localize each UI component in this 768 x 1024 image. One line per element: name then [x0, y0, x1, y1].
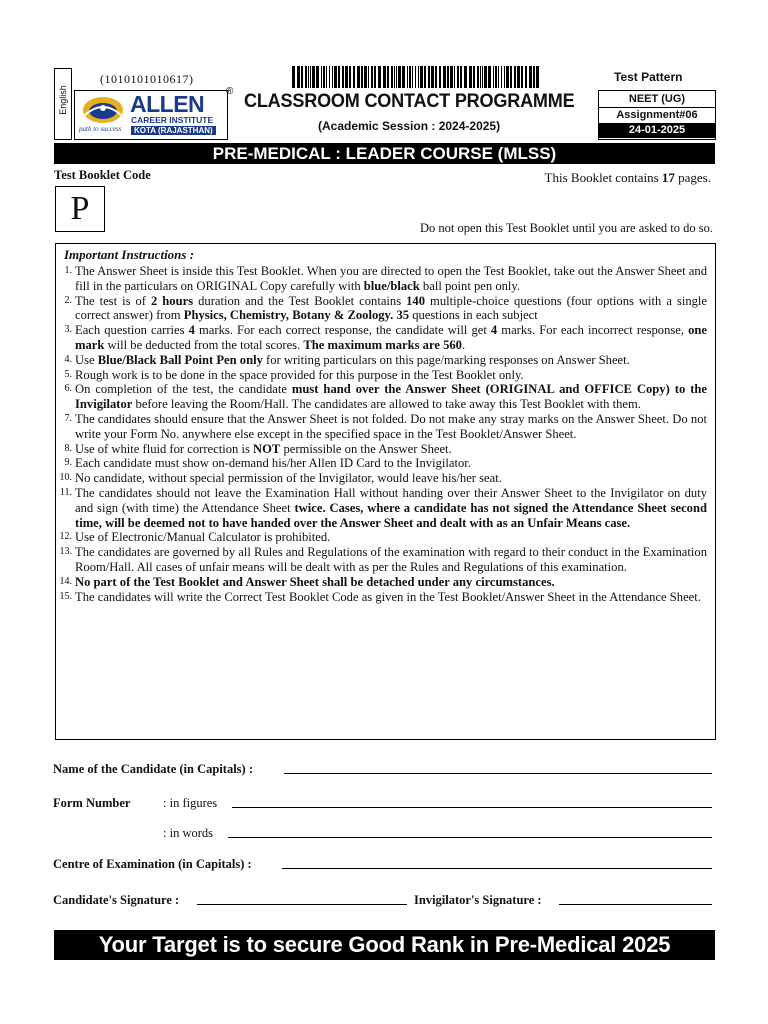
instruction-text: NOT — [253, 441, 281, 456]
instruction-text: before leaving the Room/Hall. The candidates are allowed to take away this Test Booklet with them. — [132, 397, 641, 412]
instruction-text: Use of white fluid for correction is — [75, 441, 254, 456]
instruction-item — [56, 545, 711, 575]
instruction-text: marks. For each correct response, the candidate will get — [194, 323, 491, 338]
in-words-label: : in words — [163, 826, 213, 840]
instruction-item — [56, 530, 711, 545]
instruction-text: will be deducted from the total scores. — [104, 337, 304, 352]
instruction-number: 7. — [64, 412, 72, 424]
instruction-item — [56, 471, 711, 486]
page-count-number: 17 — [661, 170, 675, 185]
instruction-item — [56, 590, 711, 605]
instruction-text: The Answer Sheet is inside this Test Booklet. When you are directed to open the Test Booklet, take out the Answer Sheet and fill in the particulars on ORIGINAL Copy carefully with — [75, 264, 707, 293]
form-number-label: Form Number — [53, 796, 131, 810]
instruction-text: The candidates will write the Correct Test Booklet Code as given in the Test Booklet/Answer Sheet in the Attendance Sheet. — [75, 589, 701, 604]
instruction-number: 4. — [64, 353, 72, 365]
instruction-text: Each question carries — [75, 323, 189, 338]
barcode-icon — [292, 66, 540, 88]
brand-sub: CAREER INSTITUTE — [131, 115, 214, 125]
centre-field[interactable] — [282, 868, 712, 869]
instruction-text: one mark — [75, 323, 707, 352]
course-banner: PRE-MEDICAL : LEADER COURSE (MLSS) — [54, 143, 715, 164]
instruction-text: No candidate, without special permission of the Invigilator, would leave his/her seat. — [75, 471, 502, 486]
instruction-number: 8. — [64, 442, 72, 454]
instruction-text: 4 — [490, 323, 498, 338]
do-not-open-notice: Do not open this Test Booklet until you are asked to do so. — [420, 221, 713, 235]
instruction-text: for writing particulars on this page/marking responses on Answer Sheet. — [262, 352, 630, 367]
instruction-text: The candidates should ensure that the Answer Sheet is not folded. Do not make any stray marks on the Answer Sheet. Do not write your Form No. anywhere else except in the specified space in the Test Booklet/Answer Sheet. — [75, 411, 707, 441]
instruction-item — [56, 486, 711, 530]
form-number-figures-field[interactable] — [232, 807, 712, 808]
academic-session: (Academic Session : 2024-2025) — [318, 119, 501, 133]
instruction-number: 12. — [59, 531, 72, 543]
in-figures-label: : in figures — [163, 796, 218, 810]
instruction-text: 140 — [406, 293, 426, 308]
instruction-item — [56, 294, 711, 324]
invigilator-signature-field[interactable] — [559, 904, 712, 905]
booklet-code-label: Test Booklet Code — [54, 168, 151, 182]
instruction-item — [56, 412, 711, 442]
instruction-item — [56, 323, 711, 353]
instruction-number: 10. — [59, 472, 72, 484]
exam-name: NEET (UG) — [628, 93, 686, 105]
language-strip — [54, 68, 72, 140]
instruction-number: 6. — [64, 383, 72, 395]
instruction-text: The test is of — [75, 293, 151, 308]
candidate-name-label: Name of the Candidate (in Capitals) : — [53, 762, 253, 776]
page-count — [545, 170, 711, 186]
instruction-text: Physics, Chemistry, Botany & Zoology. 35 — [183, 308, 410, 323]
instruction-text: ball point pen only. — [419, 278, 521, 293]
candidate-signature-field[interactable] — [197, 904, 407, 905]
candidate-name-field[interactable] — [284, 773, 712, 774]
instruction-text: 2 hours — [151, 293, 194, 308]
instruction-text: The maximum marks are 560 — [303, 337, 462, 352]
instruction-text: The candidates are governed by all Rules and Regulations of the examination with regard to their conduct in the Examination Room/Hall. All cases of unfair means will be dealt with as per the Rules and Regulations of this examination. — [75, 545, 707, 574]
test-pattern-box — [598, 90, 716, 140]
instruction-text: The candidates should not leave the Examination Hall without handing over their Answer Sheet to the Invigilator on duty and sign (with time) the Attendance Sheet — [75, 485, 707, 515]
instruction-number: 13. — [59, 546, 72, 558]
booklet-code: P — [55, 186, 105, 232]
instruction-number: 2. — [64, 294, 72, 306]
allen-logo — [74, 90, 228, 140]
brand-city: KOTA (RAJASTHAN) — [131, 126, 216, 135]
instruction-number: 11. — [59, 486, 72, 498]
brand-name: ALLEN — [130, 91, 205, 117]
program-title: CLASSROOM CONTACT PROGRAMME — [244, 91, 575, 112]
instruction-text: Rough work is to be done in the space provided for this purpose in the Test Booklet only. — [75, 367, 524, 382]
form-number-words-field[interactable] — [228, 837, 712, 838]
instruction-text: permissible on the Answer Sheet. — [280, 441, 452, 456]
instruction-item — [56, 442, 711, 457]
instruction-text: Blue/Black Ball Point Pen only — [97, 352, 263, 367]
instruction-item — [56, 575, 711, 590]
instruction-number: 5. — [64, 368, 72, 380]
registered-mark: ® — [226, 86, 234, 97]
instruction-text: Each candidate must show on-demand his/her Allen ID Card to the Invigilator. — [75, 456, 471, 471]
instructions-list — [56, 264, 711, 604]
instruction-text: questions in each subject — [409, 308, 538, 323]
instruction-text: Use — [75, 352, 98, 367]
instruction-text: Use of Electronic/Manual Calculator is prohibited. — [75, 530, 331, 545]
instruction-text: On completion of the test, the candidate — [75, 382, 292, 397]
instruction-item — [56, 353, 711, 368]
assignment-number: Assignment#06 — [599, 107, 715, 123]
instruction-item — [56, 456, 711, 471]
test-pattern-label: Test Pattern — [614, 70, 683, 84]
instructions-title: Important Instructions : — [64, 247, 195, 262]
instruction-number: 15. — [59, 590, 72, 602]
language-label: English — [58, 85, 68, 115]
instruction-text: multiple-choice questions (four options with a single correct answer) from — [75, 293, 707, 323]
serial-number: (1010101010617) — [100, 72, 194, 86]
centre-label: Centre of Examination (in Capitals) : — [53, 857, 252, 871]
instruction-text: 4 — [188, 323, 195, 338]
instruction-item — [56, 264, 711, 294]
instruction-number: 3. — [64, 324, 72, 336]
instruction-item — [56, 382, 711, 412]
instruction-text: must hand over the Answer Sheet (ORIGINAL and OFFICE Copy) to the Invigilator — [75, 382, 707, 412]
invigilator-signature-label: Invigilator's Signature : — [414, 893, 542, 907]
footer-banner: Your Target is to secure Good Rank in Pre-Medical 2025 — [54, 930, 715, 960]
instruction-text: twice. Cases, where a candidate has not signed the Attendance Sheet second time, will be deemed not to have handed over the Answer Sheet and dealt with as an Unfair Means case. — [75, 500, 707, 530]
instruction-text: . — [461, 337, 466, 352]
instruction-number: 1. — [64, 265, 72, 276]
instruction-text: duration and the Test Booklet contains — [193, 293, 407, 308]
test-date: 24-01-2025 — [599, 123, 715, 138]
instruction-text: No part of the Test Booklet and Answer Sheet shall be detached under any circumstances. — [75, 574, 555, 589]
page-count-suffix: pages. — [674, 170, 711, 185]
brand-tagline: path to success — [79, 125, 122, 133]
candidate-signature-label: Candidate's Signature : — [53, 893, 180, 907]
instruction-text: marks. For each incorrect response, — [497, 323, 689, 338]
instruction-item — [56, 368, 711, 383]
instruction-text: blue/black — [363, 278, 420, 293]
instruction-number: 9. — [64, 457, 72, 469]
instruction-number: 14. — [59, 575, 72, 587]
instructions-box — [55, 243, 716, 740]
page-count-prefix: This Booklet contains — [544, 170, 662, 185]
